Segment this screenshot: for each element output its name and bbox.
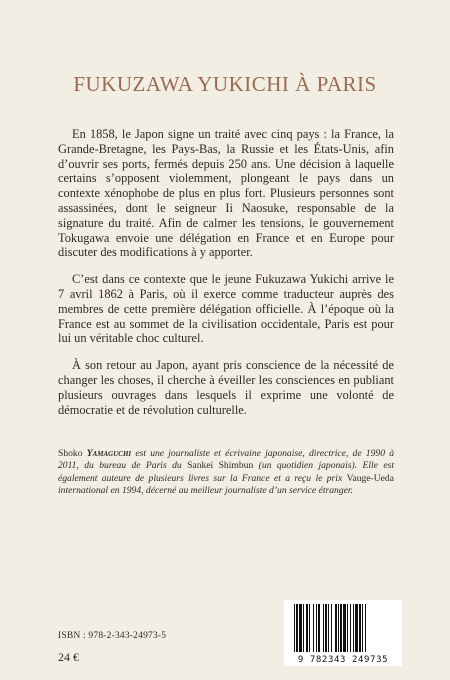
author-last-name: Yamaguchi (86, 448, 132, 459)
newspaper-name: Sankei Shimbun (187, 460, 254, 472)
synopsis-paragraph-3: À son retour au Japon, ayant pris conscience de la nécessité de changer les choses, il cherche à éveiller les consciences en publiant plusieurs ouvrages dans lesquels il exprime une volonté de démocratie et de révolution culturelle. (58, 358, 394, 417)
barcode-digits: 9 782343 249735 (297, 655, 389, 665)
bio-text-3: international en 1994, décerné au meilleur journaliste d’un service étranger. (58, 485, 353, 497)
bio-text-2: (un quotidien japonais). Elle est également auteure de plusieurs livres sur la France et a reçu le prix (58, 460, 394, 484)
price-label: 24 € (58, 650, 79, 664)
author-bio (58, 448, 394, 498)
synopsis-paragraph-2: C’est dans ce contexte que le jeune Fukuzawa Yukichi arrive le 7 avril 1862 à Paris, où il exerce comme traducteur auprès des membres de cette première délégation officielle. À l’époque où la France est au sommet de la civilisation occidentale, Paris est pour lui un véritable choc culturel. (58, 272, 394, 346)
prize-name: Vauge-Ueda (346, 472, 394, 484)
bio-text-1: est une journaliste et écrivaine japonaise, directrice, de 1990 à 2011, du bureau de Paris du (58, 448, 394, 472)
isbn-label: ISBN : 978-2-343-24973-5 (58, 631, 167, 641)
book-title: FUKUZAWA YUKICHI À PARIS (73, 72, 377, 97)
synopsis (58, 127, 394, 429)
barcode-bars (294, 604, 392, 652)
author-first-name: Shoko (58, 448, 83, 459)
barcode (284, 600, 402, 666)
synopsis-paragraph-1: En 1858, le Japon signe un traité avec cinq pays : la France, la Grande-Bretagne, les Pays-Bas, la Russie et les États-Unis, afin d’ouvrir ses ports, fermés depuis 250 ans. Une décision à laquelle certains s’opposent violemment, plongeant le pays dans un contexte xénophobe de plus en plus fort. Plusieurs personnes sont assassinées, dont le seigneur Ii Naosuke, responsable de la signature du traité. Afin de calmer les tensions, le gouvernement Tokugawa envoie une délégation en France et en Europe pour discuter des modifications à y apporter. (58, 127, 394, 260)
